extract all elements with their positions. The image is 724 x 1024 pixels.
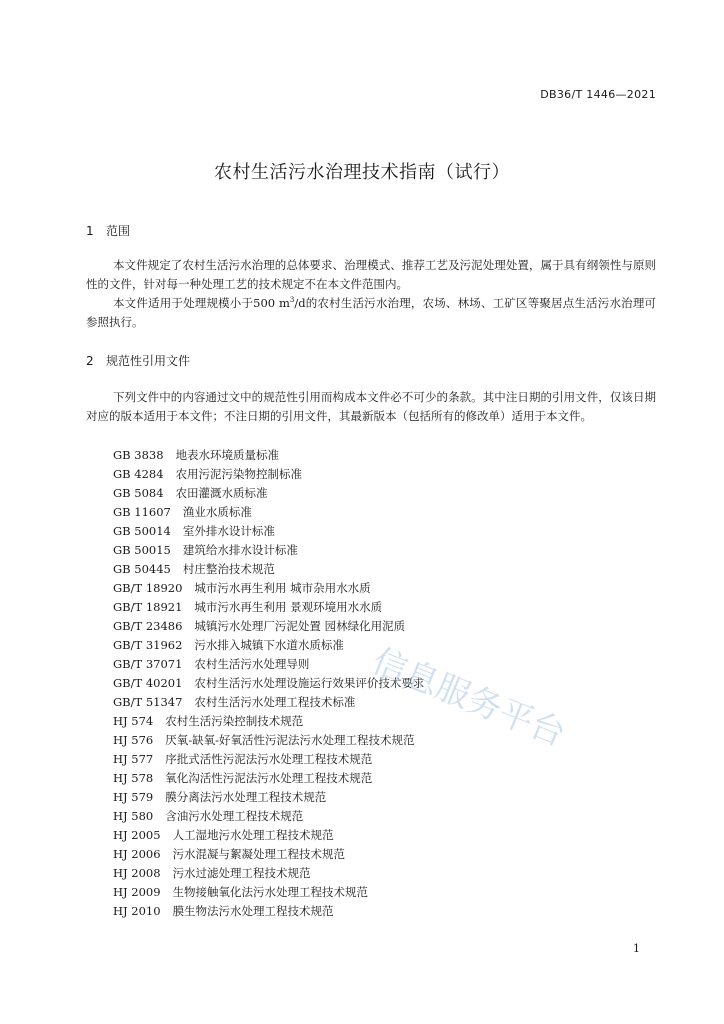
reference-title: 含油污水处理工程技术规范 (165, 809, 304, 823)
reference-title: 村庄整治技术规范 (182, 562, 275, 576)
page-number: 1 (633, 942, 640, 955)
reference-title: 地表水环境质量标准 (175, 448, 280, 462)
reference-item (113, 579, 424, 598)
reference-item (113, 465, 424, 484)
reference-code: GB 11607 (113, 505, 171, 519)
reference-item (113, 731, 424, 750)
reference-title: 人工湿地污水处理工程技术规范 (172, 828, 334, 842)
reference-code: GB 50014 (113, 524, 171, 538)
reference-code: HJ 2008 (113, 866, 161, 880)
reference-code: HJ 2006 (113, 847, 161, 861)
reference-code: GB/T 40201 (113, 676, 183, 690)
reference-item (113, 845, 424, 864)
reference-code: GB/T 18920 (113, 581, 183, 595)
reference-code: HJ 579 (113, 790, 154, 804)
reference-code: GB/T 31962 (113, 638, 183, 652)
watermark-text: 信息服务平台 (366, 641, 571, 755)
reference-list (113, 446, 424, 921)
reference-title: 生物接触氧化法污水处理工程技术规范 (172, 885, 369, 899)
reference-item (113, 750, 424, 769)
reference-title: 建筑给水排水设计标准 (182, 543, 298, 557)
section-number: 1 (86, 224, 94, 238)
reference-code: HJ 576 (113, 733, 154, 747)
reference-code: HJ 580 (113, 809, 154, 823)
reference-item (113, 655, 424, 674)
reference-title: 污水过滤处理工程技术规范 (172, 866, 311, 880)
reference-title: 膜生物法污水处理工程技术规范 (172, 904, 334, 918)
reference-code: HJ 2005 (113, 828, 161, 842)
reference-item (113, 617, 424, 636)
reference-item (113, 560, 424, 579)
reference-code: GB 3838 (113, 448, 164, 462)
document-title: 农村生活污水治理技术指南（试行） (214, 162, 510, 183)
section-1-heading (86, 222, 130, 239)
reference-item (113, 807, 424, 826)
section-title: 规范性引用文件 (106, 354, 191, 368)
reference-title: 厌氧-缺氧-好氧活性污泥法污水处理工程技术规范 (165, 733, 415, 747)
reference-code: GB/T 37071 (113, 657, 183, 671)
reference-code: HJ 578 (113, 771, 154, 785)
reference-item (113, 503, 424, 522)
scope-paragraph-2-after: /d的农村生活污水治理，农场、林场、工矿区等聚居点生活污水治理可参照执行。 (86, 296, 657, 329)
reference-title: 污水排入城镇下水道水质标准 (194, 638, 344, 652)
reference-item (113, 826, 424, 845)
reference-title: 氧化沟活性污泥法污水处理工程技术规范 (165, 771, 373, 785)
reference-item (113, 598, 424, 617)
reference-title: 污水混凝与絮凝处理工程技术规范 (172, 847, 346, 861)
reference-item (113, 788, 424, 807)
reference-title: 农村生活污水处理设施运行效果评价技术要求 (194, 676, 425, 690)
reference-title: 城市污水再生利用 景观环境用水水质 (194, 600, 383, 614)
reference-item (113, 674, 424, 693)
reference-item (113, 541, 424, 560)
reference-code: GB 5084 (113, 486, 164, 500)
reference-title: 渔业水质标准 (182, 505, 252, 519)
reference-item (113, 522, 424, 541)
reference-code: GB 50015 (113, 543, 171, 557)
reference-item (113, 864, 424, 883)
reference-item (113, 636, 424, 655)
reference-code: HJ 577 (113, 752, 154, 766)
section-number: 2 (86, 354, 94, 368)
document-code: DB36/T 1446—2021 (540, 88, 656, 101)
reference-code: HJ 2010 (113, 904, 161, 918)
reference-item (113, 712, 424, 731)
reference-title: 序批式活性污泥法污水处理工程技术规范 (165, 752, 373, 766)
scope-paragraph-2 (86, 294, 656, 332)
reference-title: 农村生活污水处理工程技术标准 (194, 695, 356, 709)
reference-title: 农用污泥污染物控制标准 (175, 467, 303, 481)
reference-item (113, 484, 424, 503)
scope-paragraph-1: 本文件规定了农村生活污水治理的总体要求、治理模式、推荐工艺及污泥处理处置，属于具有纲领性与原则性的文件，针对每一种处理工艺的技术规定不在本文件范围内。 (86, 258, 656, 291)
reference-item (113, 769, 424, 788)
superscript-3: 3 (289, 296, 295, 305)
section-title: 范围 (106, 224, 131, 238)
reference-code: GB 4284 (113, 467, 164, 481)
reference-title: 膜分离法污水处理工程技术规范 (165, 790, 327, 804)
reference-item (113, 883, 424, 902)
reference-title: 农村生活污水处理导则 (194, 657, 310, 671)
reference-item (113, 902, 424, 921)
section-2-heading (86, 352, 190, 369)
reference-code: HJ 574 (113, 714, 154, 728)
reference-code: GB/T 23486 (113, 619, 183, 633)
reference-title: 室外排水设计标准 (182, 524, 275, 538)
reference-code: HJ 2009 (113, 885, 161, 899)
reference-code: GB 50445 (113, 562, 171, 576)
scope-paragraph-2-before: 本文件适用于处理规模小于500 m (113, 296, 290, 310)
reference-title: 城市污水再生利用 城市杂用水水质 (194, 581, 371, 595)
references-intro-paragraph: 下列文件中的内容通过文中的规范性引用而构成本文件必不可少的条款。其中注日期的引用文件，仅该日期对应的版本适用于本文件；不注日期的引用文件，其最新版本（包括所有的修改单）适用于本文件。 (86, 390, 656, 423)
reference-code: GB/T 18921 (113, 600, 183, 614)
reference-item (113, 693, 424, 712)
reference-item (113, 446, 424, 465)
reference-title: 农田灌溉水质标准 (175, 486, 268, 500)
reference-code: GB/T 51347 (113, 695, 183, 709)
reference-title: 城镇污水处理厂污泥处置 园林绿化用泥质 (194, 619, 406, 633)
reference-title: 农村生活污染控制技术规范 (165, 714, 304, 728)
